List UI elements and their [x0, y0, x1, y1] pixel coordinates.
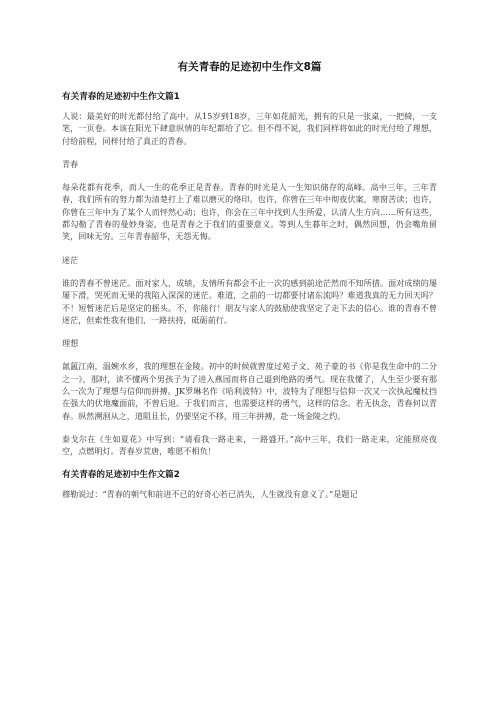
subheading-ideal: 理想	[62, 338, 79, 349]
document-page	[62, 60, 437, 511]
paragraph-youth: 每朵花都有花季，而人一生的花季正是青春。青春的时光是人一生知识储存的高峰。高中三年，三年青春，我们所有的努力都为清楚打上了难以磨灭的烙印。也许，你曾在三年中彻夜伏案，寒窗苦读；也许，你曾在三年中为了某个人而怦然心动；也许，你会在三年中找到人生所爱，认清人生方向……所有这些，都勾勒了青春的曼妙身姿，也是青春之于我们的重要意义。等到人生暮年之时，偶然回想，仍会嘴角留笑，回味无穷。三年青春韶华，无怨无悔。	[62, 182, 437, 242]
document-title: 有关青春的足迹初中生作文8篇	[177, 61, 322, 73]
section-2-intro: 穆勒说过：“青春的朝气和前进不已的好奇心若已消失，人生就没有意义了。”是题记	[62, 488, 358, 499]
section-1-intro: 人说：最美好的时光都付给了高中。从15岁到18岁，三年如花韶光，拥有的只是一张桌，一把椅，一支笔，一页卷。本该在阳光下肆意纵情的年纪都给了它。但不得不说，我们同样将如此的时光付给了理想，付给前程，同样付给了真正的青春。	[62, 111, 437, 146]
paragraph-lost: 谁的青春不曾迷茫。面对家人，成绩，友情所有都会不止一次的感到前途茫然而不知所措。面对成绩的屡屡下滑，哭死而无果的我陷入深深的迷茫。难道，之前的一切都要付诸东流吗？难道我真的无力回天吗？不！短暂迷茫后是坚定的摇头。不，你能行！朋友与家人的鼓励使我坚定了走下去的信心。谁的青春不曾迷茫，但索性我有他们，一路扶持，砥砺前行。	[62, 277, 437, 325]
paragraph-ideal: 氤氲江南，温婉水乡，我的理想在金陵。初中的时候就曾度过苑子文、苑子豪的书《你是我生命中的二分之一》，那时，读不懂两个男孩子为了进入燕园而将自己逼到绝路的勇气。现在我懂了，人生至少要有那么一次为了理想与信仰而拼搏。JK罗琳名作《哈利波特》中，波特为了理想与信仰一次又一次执起魔杖挡在强大的伏地魔面前，不曾后退。于我们而言，也需要这样的勇气，这样的信念。若无执念，青春何以青春。纵然溯洄从之，道阻且长，仍要坚定不移，用三年拼搏，赴一场金陵之约。	[62, 361, 437, 421]
paragraph-closing: 泰戈尔在《生如夏花》中写到：“请看我一路走来，一路盛开。”高中三年，我们一路走来，定能照亮夜空，点燃明灯。青春岁荒唐，唯愿不相负！	[62, 433, 437, 457]
section-2-title: 有关青春的足迹初中生作文篇2	[62, 469, 180, 480]
subheading-youth: 青春	[62, 158, 79, 169]
subheading-lost: 迷茫	[62, 254, 79, 265]
section-1-title: 有关青春的足迹初中生作文篇1	[62, 92, 180, 102]
